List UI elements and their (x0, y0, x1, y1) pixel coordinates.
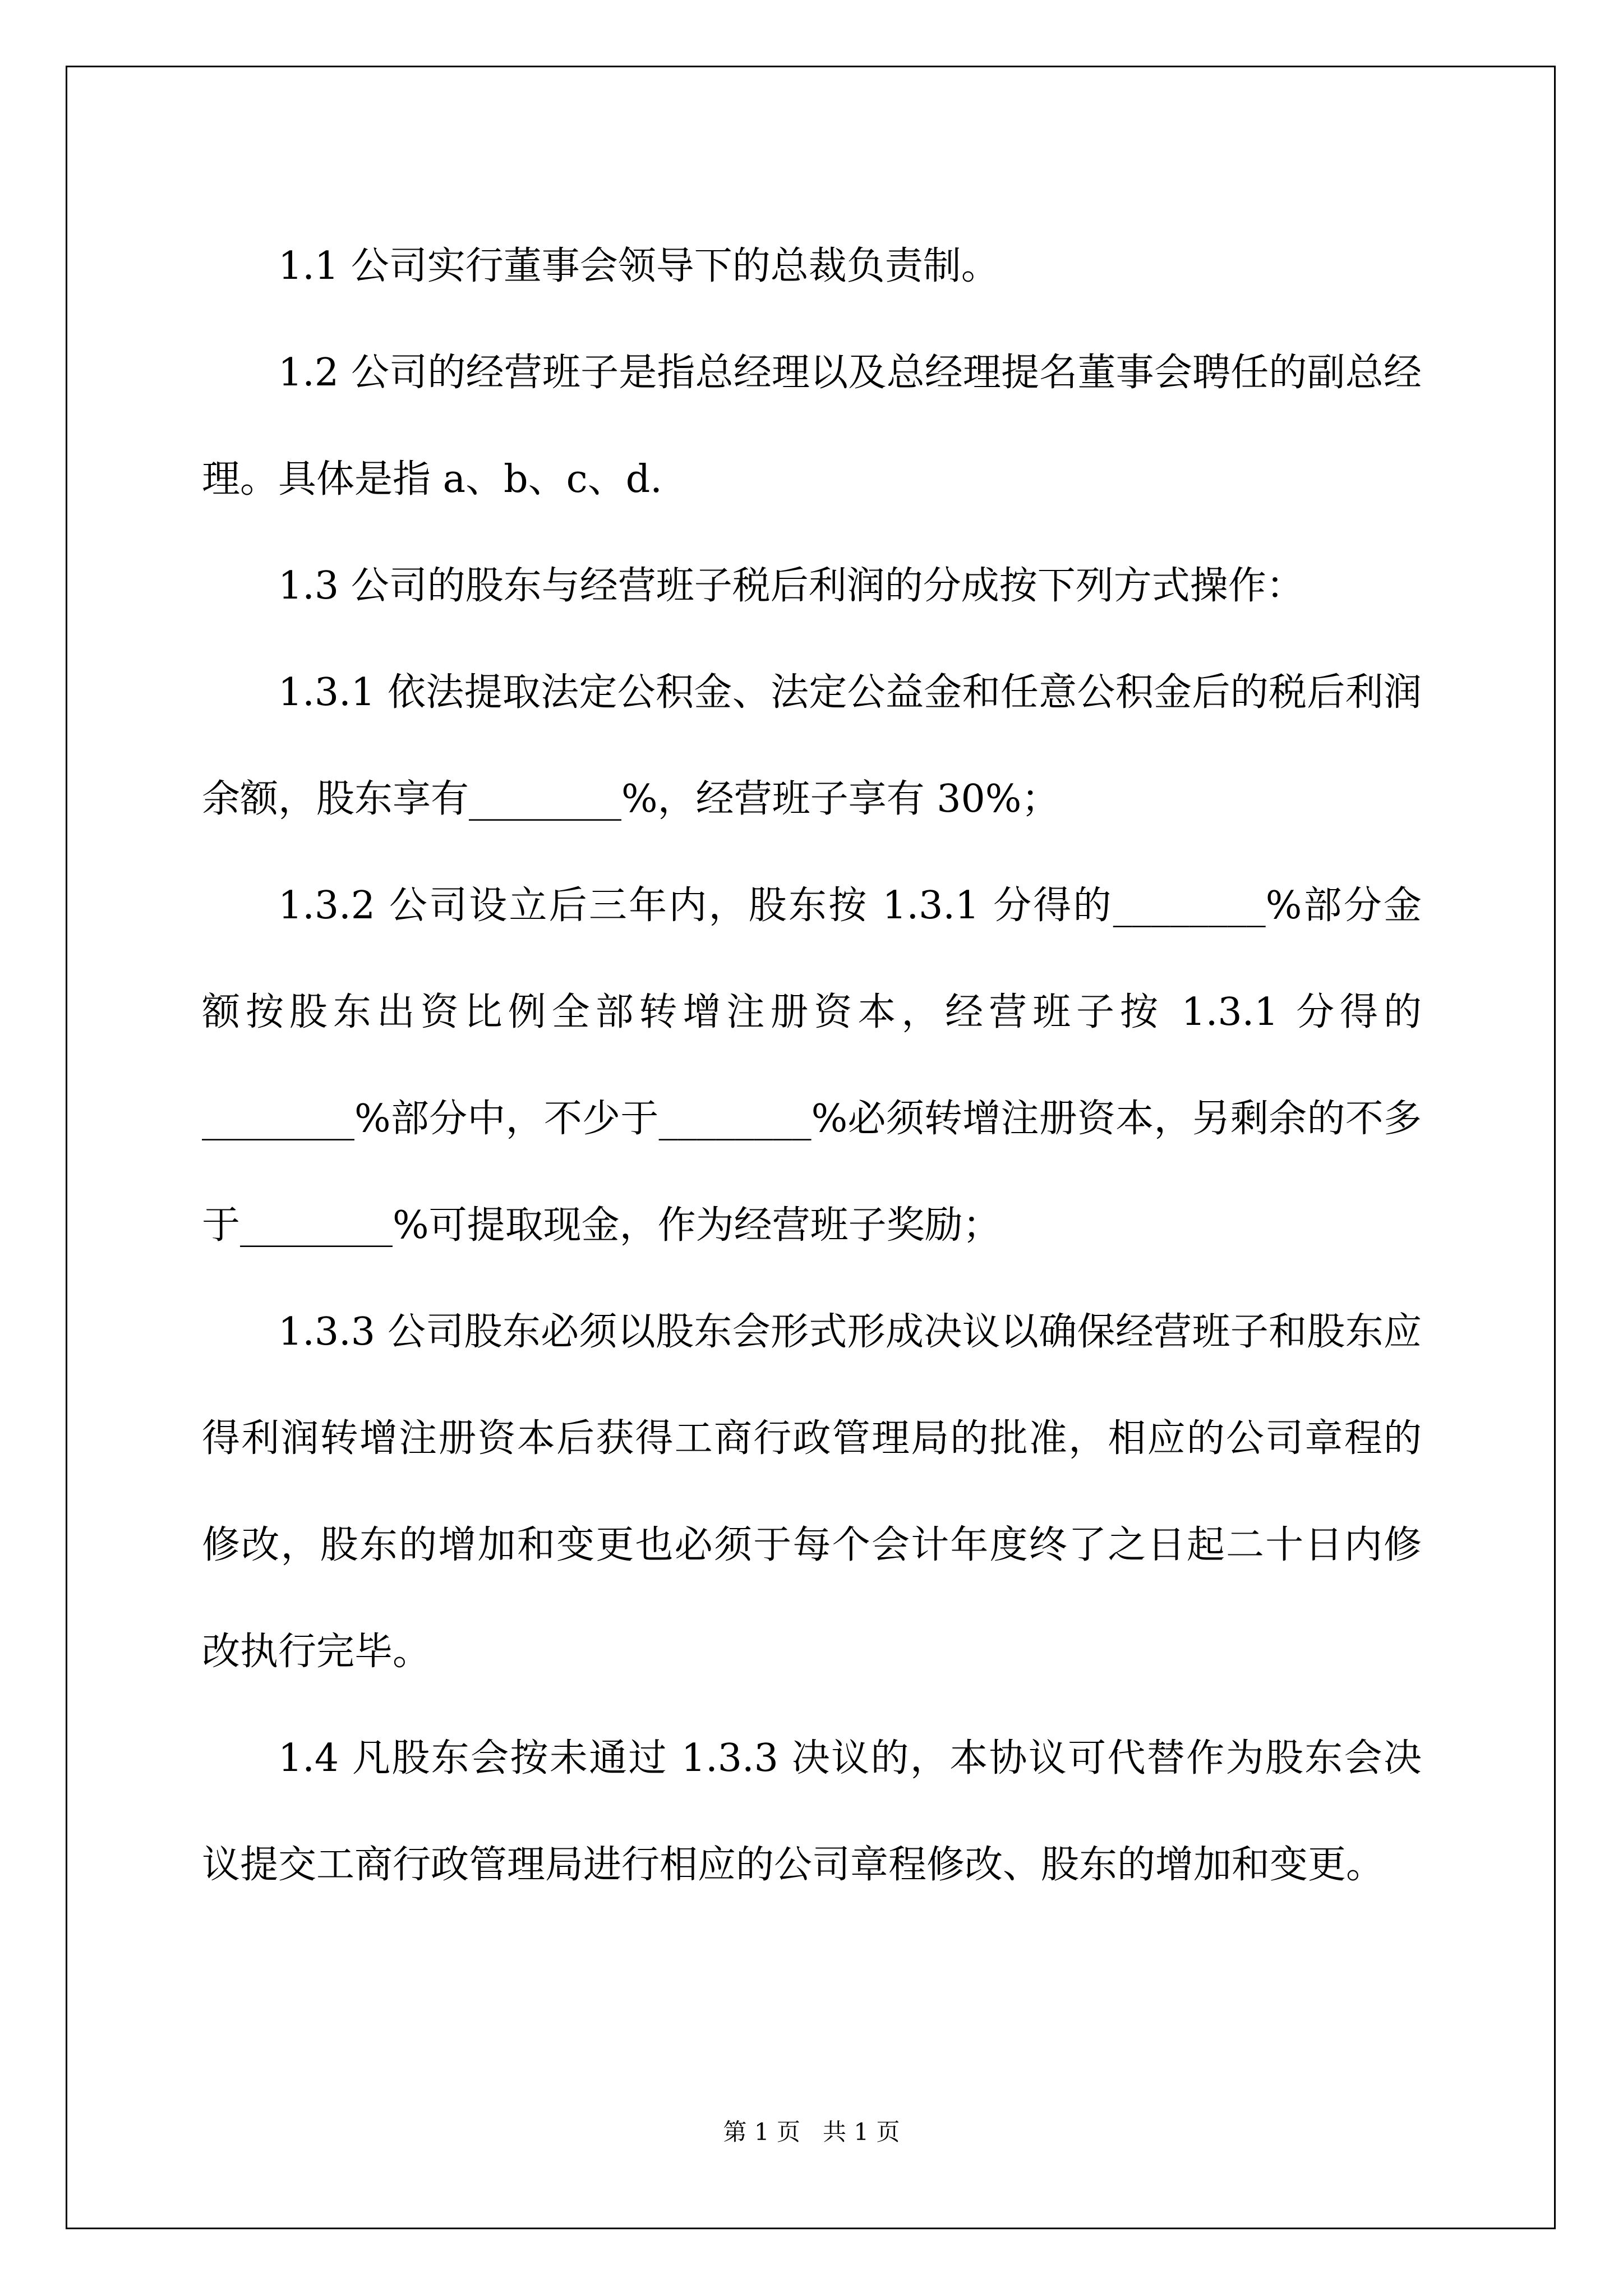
document-body (202, 213, 1422, 1918)
paragraph-1-1: 1.1 公司实行董事会领导下的总裁负责制。 (278, 244, 999, 288)
paragraph-1-4: 1.4 凡股东会按未通过 1.3.3 决议的，本协议可代替作为股东会决议提交工商行政管理局进行相应的公司章程修改、股东的增加和变更。 (202, 1736, 1422, 1887)
paragraph-1-2: 1.2 公司的经营班子是指总经理以及总经理提名董事会聘任的副总经理。具体是指 a、b、c、d. (202, 351, 1422, 501)
paragraph-1-3-1: 1.3.1 依法提取法定公积金、法定公益金和任意公积金后的税后利润余额，股东享有________%，经营班子享有 30%； (202, 670, 1422, 821)
page-footer: 第 1 页 共 1 页 (723, 2118, 900, 2146)
paragraph-1-3-2: 1.3.2 公司设立后三年内，股东按 1.3.1 分得的________%部分金额按股东出资比例全部转增注册资本，经营班子按 1.3.1 分得的________%部分中，不少于________%必须转增注册资本，另剩余的不多于________%可提取现金，作为经营班子奖励； (202, 884, 1422, 1248)
paragraph-1-3: 1.3 公司的股东与经营班子税后利润的分成按下列方式操作： (278, 564, 1304, 608)
paragraph-1-3-3: 1.3.3 公司股东必须以股东会形式形成决议以确保经营班子和股东应得利润转增注册资本后获得工商行政管理局的批准，相应的公司章程的修改，股东的增加和变更也必须于每个会计年度终了之日起二十日内修改执行完毕。 (202, 1310, 1422, 1674)
